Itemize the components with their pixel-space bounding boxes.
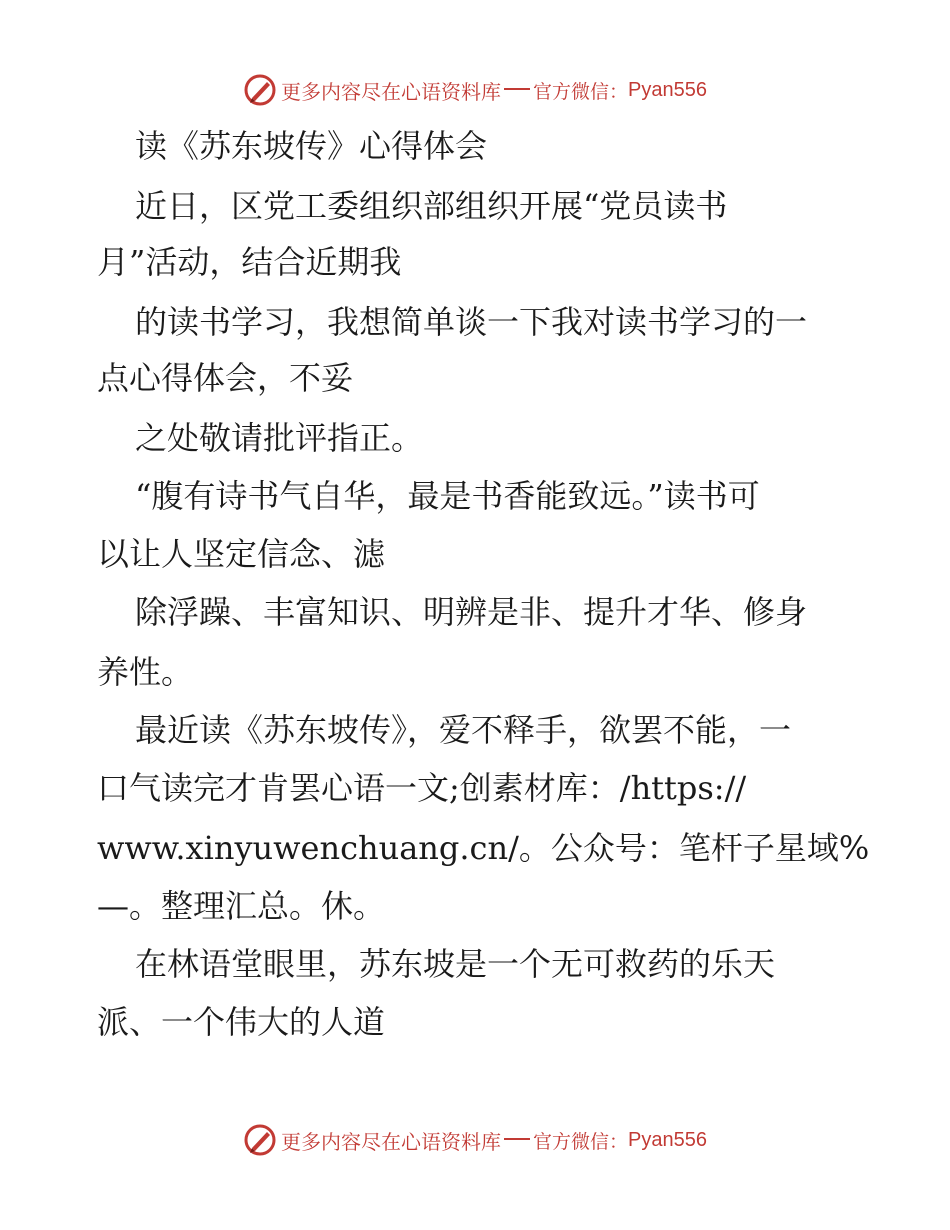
doc-line: 月”活动，结合近期我 <box>97 243 402 281</box>
doc-line: 口气读完才肯罢心语一文;创素材库：/https:// <box>97 769 747 807</box>
doc-line: 养性。 <box>97 653 194 691</box>
doc-line: “腹有诗书气自华，最是书香能致远。”读书可 <box>135 477 760 515</box>
wechat-id: Pyan556 <box>628 1128 707 1151</box>
banner-divider <box>504 88 530 90</box>
doc-line: 派、一个伟大的人道 <box>97 1003 386 1041</box>
wechat-label: 官方微信： <box>533 80 629 103</box>
doc-line: www.xinyuwenchuang.cn/。公众号：笔杆子星域% <box>97 829 870 867</box>
pen-logo-icon <box>243 1123 277 1157</box>
site-name: 更多内容尽在心语资料库 <box>281 79 501 104</box>
doc-line: —。整理汇总。休。 <box>97 887 386 925</box>
doc-line: 之处敬请批评指正。 <box>135 419 424 457</box>
doc-title: 读《苏东坡传》心得体会 <box>135 127 488 165</box>
doc-line: 以让人坚定信念、滤 <box>97 535 386 573</box>
doc-line: 最近读《苏东坡传》，爱不释手，欲罢不能，一 <box>135 711 792 749</box>
wechat-id: Pyan556 <box>628 78 707 101</box>
site-name: 更多内容尽在心语资料库 <box>281 1129 501 1154</box>
footer-banner <box>0 1120 950 1160</box>
pen-logo-icon <box>243 73 277 107</box>
header-banner <box>0 70 950 110</box>
wechat-label: 官方微信： <box>533 1130 629 1153</box>
doc-line: 在林语堂眼里，苏东坡是一个无可救药的乐天 <box>135 945 776 983</box>
banner-divider <box>504 1138 530 1140</box>
doc-line: 点心得体会，不妥 <box>97 359 354 397</box>
doc-line: 除浮躁、丰富知识、明辨是非、提升才华、修身 <box>135 593 808 631</box>
doc-line: 近日，区党工委组织部组织开展“党员读书 <box>135 187 728 225</box>
doc-line: 的读书学习，我想简单谈一下我对读书学习的一 <box>135 303 808 341</box>
